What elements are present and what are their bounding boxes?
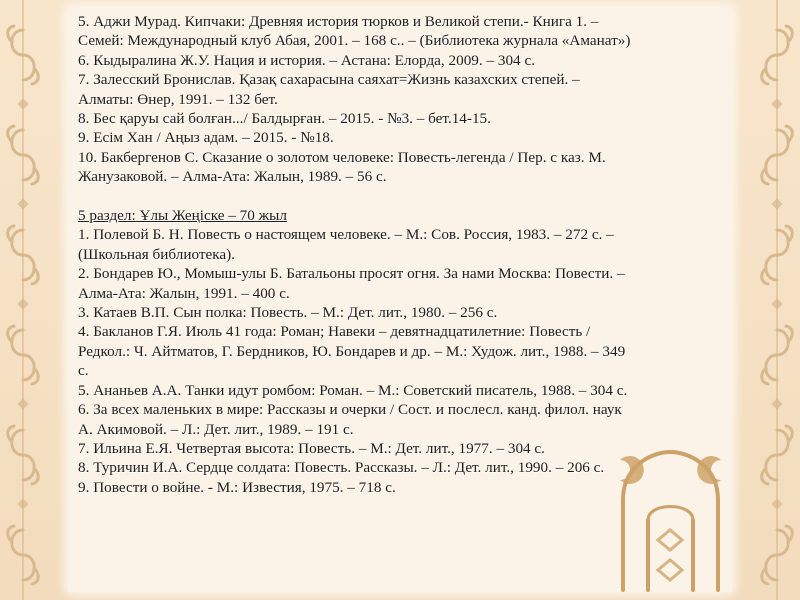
bibliography-line: 5. Ананьев А.А. Танки идут ромбом: Роман. – М.: Советский писатель, 1988. – 304 с. xyxy=(78,381,628,399)
left-ornament-border-icon xyxy=(4,0,42,600)
bibliography-line: с. xyxy=(78,362,89,380)
bibliography-line: 6. Кыдыралина Ж.У. Нация и история. – Астана: Елорда, 2009. – 304 с. xyxy=(78,51,535,69)
section-heading: 5 раздел: Ұлы Жеңіске – 70 жыл xyxy=(78,207,287,225)
bibliography-line: 3. Катаев В.П. Сын полка: Повесть. – М.: Дет. лит., 1980. – 256 с. xyxy=(78,304,498,322)
bibliography-line: 8. Бес қаруы сай болған.../ Балдырған. – 2015. - №3. – бет.14-15. xyxy=(78,110,491,128)
bibliography-line: 9. Есім Хан / Аңыз адам. – 2015. - №18. xyxy=(78,129,334,147)
paragraph-spacer xyxy=(78,187,728,206)
bibliography-line: Редкол.: Ч. Айтматов, Г. Бердников, Ю. Бондарев и др. – М.: Худож. лит., 1988. – 349 xyxy=(78,342,626,360)
bibliography-line: 4. Бакланов Г.Я. Июль 41 года: Роман; Навеки – девятнадцатилетние: Повесть / xyxy=(78,323,591,341)
right-ornament-border-icon xyxy=(758,0,796,600)
bibliography-line: Жанузаковой. – Алма-Ата: Жалын, 1989. – 56 с. xyxy=(78,168,387,186)
bibliography-line: А. Акимовой. – Л.: Дет. лит., 1989. – 191 с. xyxy=(78,420,354,438)
bibliography-line: Семей: Международный клуб Абая, 2001. – 168 с.. – (Библиотека журнала «Аманат») xyxy=(78,32,631,50)
bibliography-line: Алма-Ата: Жалын, 1991. – 400 с. xyxy=(78,284,290,302)
bibliography-line: 5. Аджи Мурад. Кипчаки: Древняя история тюрков и Великой степи.- Книга 1. – xyxy=(78,13,599,30)
bibliography-text xyxy=(78,12,728,497)
bibliography-line: 1. Полевой Б. Н. Повесть о настоящем человеке. – М.: Сов. Россия, 1983. – 272 с. – xyxy=(78,226,614,244)
bibliography-line: 10. Бакбергенов С. Сказание о золотом человеке: Повесть-легенда / Пер. с каз. М. xyxy=(78,148,606,166)
bibliography-line: 2. Бондарев Ю., Момыш-улы Б. Батальоны просят огня. За нами Москва: Повести. – xyxy=(78,265,625,283)
bibliography-list-part-1 xyxy=(78,12,728,187)
bibliography-line: 8. Туричин И.А. Сердце солдата: Повесть. Рассказы. – Л.: Дет. лит., 1990. – 206 с. xyxy=(78,459,605,477)
bibliography-line: 7. Залесский Бронислав. Қазақ сахарасына саяхат=Жизнь казахских степей. – xyxy=(78,71,580,89)
bibliography-line: 7. Ильина Е.Я. Четвертая высота: Повесть. – М.: Дет. лит., 1977. – 304 с. xyxy=(78,439,545,457)
bibliography-list-part-2 xyxy=(78,225,728,497)
bibliography-line: (Школьная библиотека). xyxy=(78,245,235,263)
bibliography-line: Алматы: Өнер, 1991. – 132 бет. xyxy=(78,90,278,108)
bibliography-line: 9. Повести о войне. - М.: Известия, 1975. – 718 с. xyxy=(78,478,396,496)
bibliography-line: 6. За всех маленьких в мире: Рассказы и очерки / Сост. и послесл. канд. филол. наук xyxy=(78,401,622,419)
